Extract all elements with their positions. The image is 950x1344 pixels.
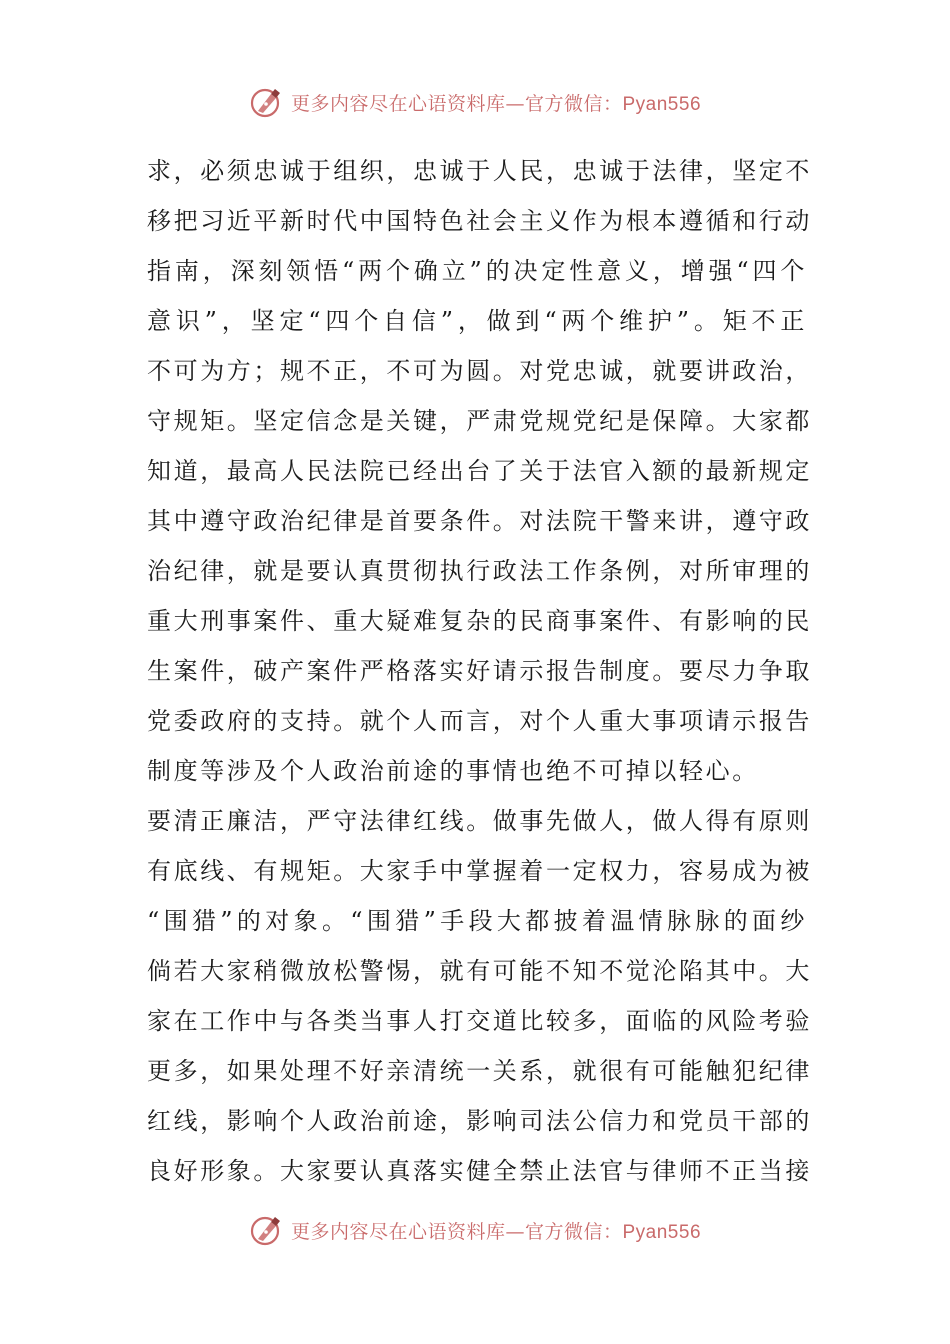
footer-banner (0, 1210, 950, 1250)
text-line: 不可为方；规不正，不可为圆。对党忠诚，就要讲政治， (147, 357, 812, 385)
text-line: 生案件，破产案件严格落实好请示报告制度。要尽力争取 (147, 657, 812, 685)
text-line: 制度等涉及个人政治前途的事情也绝不可掉以轻心。 (147, 757, 759, 785)
header-banner-text: 更多内容尽在心语资料库—官方微信：Pyan556 (290, 92, 702, 115)
text-line: 求，必须忠诚于组织，忠诚于人民，忠诚于法律，坚定不 (147, 157, 812, 185)
footer-wechat-id: Pyan556 (622, 1221, 702, 1243)
text-line: 家在工作中与各类当事人打交道比较多，面临的风险考验 (147, 1007, 812, 1035)
text-line: 移把习近平新时代中国特色社会主义作为根本遵循和行动 (147, 207, 812, 235)
text-line: 其中遵守政治纪律是首要条件。对法院干警来讲，遵守政 (147, 507, 812, 535)
text-line: 党委政府的支持。就个人而言，对个人重大事项请示报告 (147, 707, 812, 735)
document-body (147, 146, 812, 1196)
text-line: 倘若大家稍微放松警惕，就有可能不知不觉沦陷其中。大 (147, 957, 812, 985)
footer-banner-text: 更多内容尽在心语资料库—官方微信：Pyan556 (290, 1220, 702, 1243)
text-line: 重大刑事案件、重大疑难复杂的民商事案件、有影响的民 (147, 607, 812, 635)
text-line: 知道，最高人民法院已经出台了关于法官入额的最新规定 (147, 457, 812, 485)
text-line: 更多，如果处理不好亲清统一关系，就很有可能触犯纪律 (147, 1057, 812, 1085)
text-line: 要清正廉洁，严守法律红线。做事先做人，做人得有原则 (147, 807, 812, 835)
text-line: 治纪律，就是要认真贯彻执行政法工作条例，对所审理的 (147, 557, 812, 585)
text-line: 有底线、有规矩。大家手中掌握着一定权力，容易成为被 (147, 857, 812, 885)
pen-nib-circle-icon (249, 1213, 283, 1247)
text-line: “围猎”的对象。“围猎”手段大都披着温情脉脉的面纱 (147, 907, 807, 935)
text-line: 守规矩。坚定信念是关键，严肃党规党纪是保障。大家都 (147, 407, 812, 435)
text-line: 意识”，坚定“四个自信”，做到“两个维护”。矩不正 (147, 307, 807, 335)
header-banner (0, 82, 950, 122)
pen-nib-circle-icon (249, 85, 283, 119)
text-line: 良好形象。大家要认真落实健全禁止法官与律师不正当接 (147, 1157, 812, 1185)
text-line: 指南，深刻领悟“两个确立”的决定性意义，增强“四个 (147, 257, 807, 285)
text-line: 红线，影响个人政治前途，影响司法公信力和党员干部的 (147, 1107, 812, 1135)
header-wechat-id: Pyan556 (622, 93, 702, 115)
